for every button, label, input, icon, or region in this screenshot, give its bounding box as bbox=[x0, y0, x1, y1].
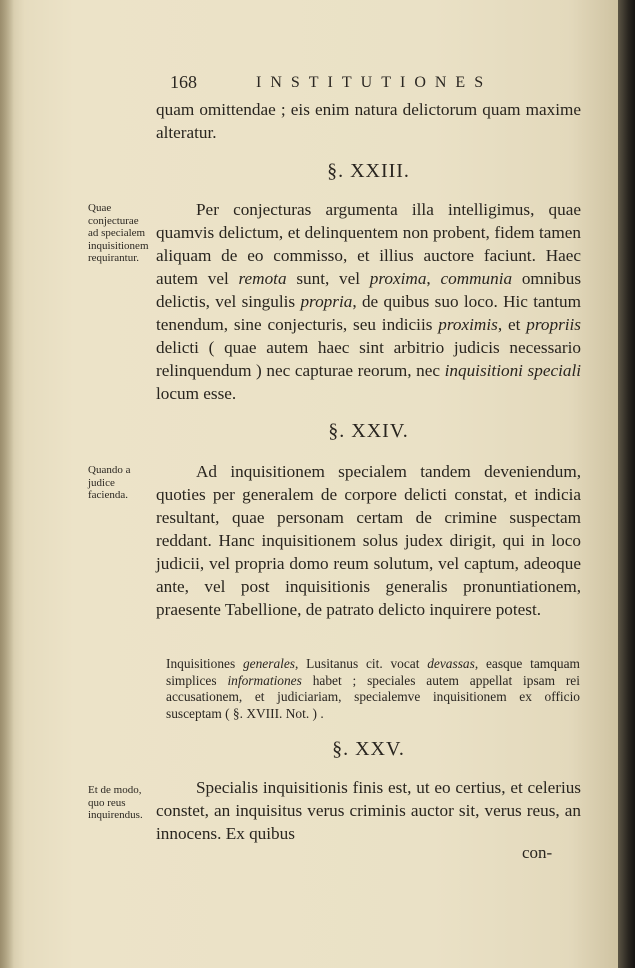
page-number: 168 bbox=[170, 72, 197, 92]
margin-note-xxiii: Quae conjecturae ad specialem inquisitionem requirantur. bbox=[88, 202, 149, 264]
section-heading-xxv: §. XXV. bbox=[332, 738, 405, 760]
continuation-paragraph: quam omittendae ; eis enim natura delictorum quam maxime alteratur. bbox=[156, 100, 581, 142]
section-xxiii-text: Per conjecturas argumenta illa intelligimus, quae quamvis delictum, et delinquentem non probent, fidem tamen aliquam de eo commisso, et illius auctore faciunt. Haec autem vel remota sunt, vel proxima, communia omnibus delictis, vel singulis propria, de quibus suo loco. Hic tantum tenendum, sine conjecturis, seu indiciis proximis, et propriis delicti ( quae autem haec sint arbitrio judicis necessario relinquendum ) nec capturae reorum, nec inquisitioni speciali locum esse. bbox=[156, 200, 582, 403]
running-title: INSTITUTIONES bbox=[256, 74, 493, 91]
page-edge bbox=[618, 0, 635, 968]
section-heading-xxiv: §. XXIV. bbox=[328, 420, 409, 442]
footnote-xxiv: Inquisitiones generales, Lusitanus cit. vocat devassas, easque tamquam simplices informationes habet ; speciales autem appellat ipsam rei accusationem, et judiciariam, specialemve inquisitionem ex officio susceptam ( §. XVIII. Not. ) . bbox=[166, 656, 580, 721]
margin-note-xxiv: Quando a judice facienda. bbox=[88, 464, 131, 501]
catchword: con- bbox=[522, 843, 553, 862]
margin-note-xxv: Et de modo, quo reus inquirendus. bbox=[88, 784, 143, 821]
section-xxiv-text: Ad inquisitionem specialem tandem deveniendum, quoties per generalem de corpore delicti constat, et indicia resultant, quae personam certam de crimine suspectam reddant. Hanc inquisitionem solus judex dirigit, qui in loco judicii, vel propria domo reum solutum, vel captum, adeoque ante, vel post inquisitionis generalis pronuntiationem, praesente Tabellione, de patrato delicto inquirere potest. bbox=[156, 462, 581, 619]
section-heading-xxiii: §. XXIII. bbox=[327, 160, 410, 182]
section-xxv-text: Specialis inquisitionis finis est, ut eo certius, et celerius constet, an inquisitus verus criminis auctor sit, verus reus, an innocens. Ex quibus bbox=[156, 778, 581, 843]
